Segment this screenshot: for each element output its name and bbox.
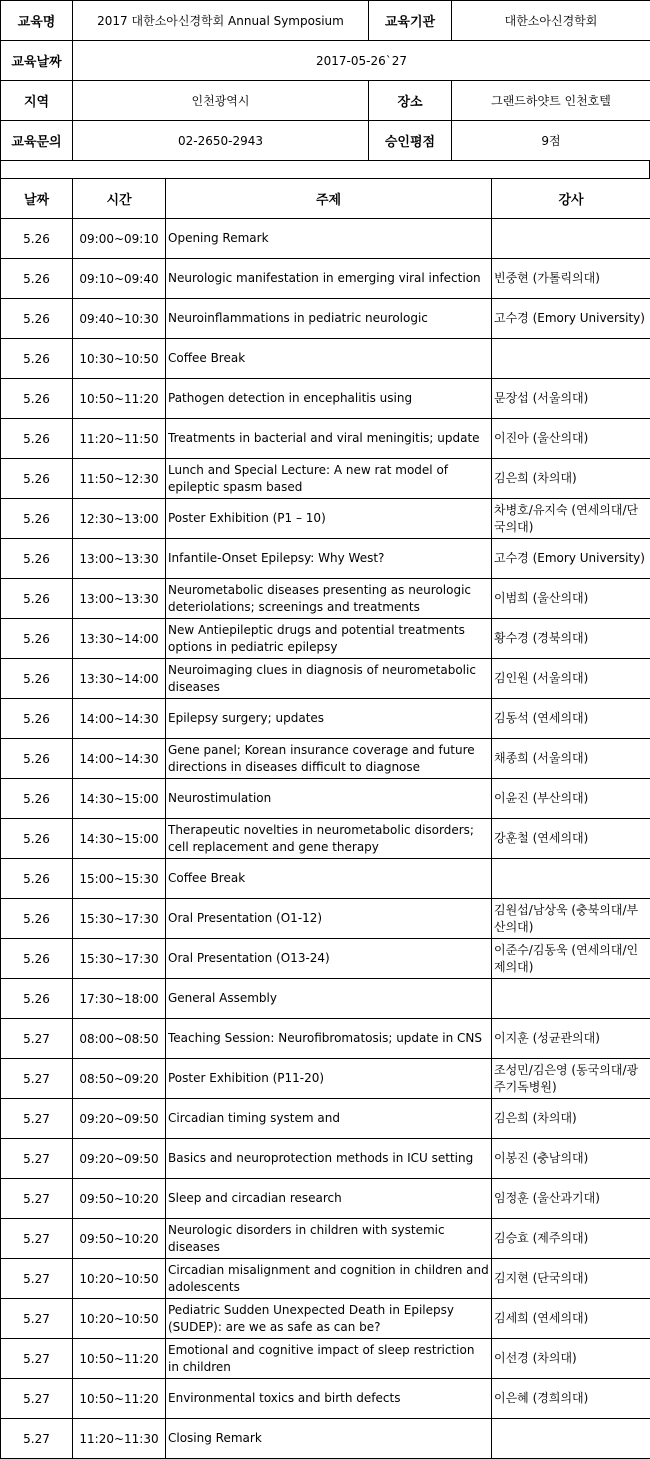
row-speaker: 이은혜 (경희의대) — [492, 1379, 650, 1419]
row-date: 5.26 — [1, 779, 73, 819]
table-row — [1, 659, 650, 699]
row-time: 15:30~17:30 — [73, 939, 166, 979]
table-row — [1, 819, 650, 859]
table-row — [1, 619, 650, 659]
row-topic: Opening Remark — [166, 219, 492, 259]
row-date: 5.27 — [1, 1059, 73, 1099]
row-topic: Pediatric Sudden Unexpected Death in Epilepsy (SUDEP): are we as safe as can be? — [166, 1299, 492, 1339]
row-speaker: 김승효 (제주의대) — [492, 1219, 650, 1259]
row-date: 5.27 — [1, 1379, 73, 1419]
place-value: 그랜드하얏트 인천호텔 — [452, 81, 650, 121]
contact-label: 교육문의 — [1, 121, 73, 161]
row-speaker: 김원섭/남상욱 (충북의대/부산의대) — [492, 899, 650, 939]
row-date: 5.26 — [1, 739, 73, 779]
row-time: 11:20~11:50 — [73, 419, 166, 459]
row-time: 14:00~14:30 — [73, 699, 166, 739]
table-row — [1, 1219, 650, 1259]
table-row — [1, 1099, 650, 1139]
table-row — [1, 579, 650, 619]
row-speaker: 이지훈 (성균관의대) — [492, 1019, 650, 1059]
row-date: 5.27 — [1, 1419, 73, 1459]
row-speaker: 고수경 (Emory University) — [492, 299, 650, 339]
table-row — [1, 219, 650, 259]
row-date: 5.27 — [1, 1339, 73, 1379]
row-speaker: 이준수/김동욱 (연세의대/인제의대) — [492, 939, 650, 979]
row-time: 09:50~10:20 — [73, 1219, 166, 1259]
row-speaker: 김세희 (연세의대) — [492, 1299, 650, 1339]
table-row — [1, 739, 650, 779]
info-row-name — [1, 1, 650, 41]
row-speaker: 채종희 (서울의대) — [492, 739, 650, 779]
row-time: 13:00~13:30 — [73, 539, 166, 579]
row-date: 5.27 — [1, 1259, 73, 1299]
row-date: 5.27 — [1, 1019, 73, 1059]
row-time: 10:20~10:50 — [73, 1259, 166, 1299]
row-topic: Basics and neuroprotection methods in ICU setting — [166, 1139, 492, 1179]
row-topic: Poster Exhibition (P11-20) — [166, 1059, 492, 1099]
row-time: 08:50~09:20 — [73, 1059, 166, 1099]
row-topic: Circadian misalignment and cognition in children and adolescents — [166, 1259, 492, 1299]
row-date: 5.26 — [1, 459, 73, 499]
row-topic: Infantile-Onset Epilepsy: Why West? — [166, 539, 492, 579]
table-row — [1, 1379, 650, 1419]
table-row — [1, 979, 650, 1019]
row-time: 10:50~11:20 — [73, 1379, 166, 1419]
row-time: 11:20~11:30 — [73, 1419, 166, 1459]
row-topic: Coffee Break — [166, 339, 492, 379]
score-label: 승인평점 — [369, 121, 452, 161]
table-row — [1, 419, 650, 459]
info-row-region — [1, 81, 650, 121]
row-speaker: 김은희 (차의대) — [492, 1099, 650, 1139]
row-topic: Sleep and circadian research — [166, 1179, 492, 1219]
row-date: 5.27 — [1, 1219, 73, 1259]
row-time: 10:50~11:20 — [73, 1339, 166, 1379]
row-speaker — [492, 859, 650, 899]
table-row — [1, 259, 650, 299]
table-row — [1, 1139, 650, 1179]
row-time: 17:30~18:00 — [73, 979, 166, 1019]
table-row — [1, 459, 650, 499]
row-topic: Therapeutic novelties in neurometabolic disorders; cell replacement and gene therapy — [166, 819, 492, 859]
table-row — [1, 779, 650, 819]
row-speaker: 빈중현 (가톨릭의대) — [492, 259, 650, 299]
schedule-table — [0, 178, 650, 1459]
row-date: 5.26 — [1, 379, 73, 419]
header-time: 시간 — [73, 179, 166, 219]
row-topic: Closing Remark — [166, 1419, 492, 1459]
row-time: 09:50~10:20 — [73, 1179, 166, 1219]
row-speaker: 김은희 (차의대) — [492, 459, 650, 499]
table-row — [1, 499, 650, 539]
row-time: 14:30~15:00 — [73, 819, 166, 859]
row-topic: Neuroinflammations in pediatric neurologic — [166, 299, 492, 339]
row-time: 14:30~15:00 — [73, 779, 166, 819]
row-date: 5.26 — [1, 419, 73, 459]
row-date: 5.26 — [1, 819, 73, 859]
header-topic: 주제 — [166, 179, 492, 219]
row-date: 5.27 — [1, 1099, 73, 1139]
table-spacer — [0, 161, 650, 178]
row-time: 15:30~17:30 — [73, 899, 166, 939]
row-time: 13:00~13:30 — [73, 579, 166, 619]
row-topic: Neurometabolic diseases presenting as neurologic deteriolations; screenings and treatments — [166, 579, 492, 619]
row-time: 10:30~10:50 — [73, 339, 166, 379]
table-row — [1, 379, 650, 419]
row-time: 09:10~09:40 — [73, 259, 166, 299]
region-value: 인천광역시 — [73, 81, 369, 121]
header-speaker: 강사 — [492, 179, 650, 219]
row-topic: Neuroimaging clues in diagnosis of neurometabolic diseases — [166, 659, 492, 699]
row-speaker — [492, 979, 650, 1019]
row-speaker: 이진아 (울산의대) — [492, 419, 650, 459]
row-topic: Lunch and Special Lecture: A new rat model of epileptic spasm based — [166, 459, 492, 499]
row-speaker — [492, 1419, 650, 1459]
info-row-contact — [1, 121, 650, 161]
table-row — [1, 1299, 650, 1339]
row-speaker: 김인원 (서울의대) — [492, 659, 650, 699]
row-date: 5.26 — [1, 579, 73, 619]
row-date: 5.26 — [1, 899, 73, 939]
row-time: 13:30~14:00 — [73, 659, 166, 699]
row-topic: New Antiepileptic drugs and potential treatments options in pediatric epilepsy — [166, 619, 492, 659]
row-speaker: 강훈철 (연세의대) — [492, 819, 650, 859]
row-topic: Oral Presentation (O1-12) — [166, 899, 492, 939]
course-name-value: 2017 대한소아신경학회 Annual Symposium — [73, 1, 369, 41]
table-row — [1, 539, 650, 579]
row-topic: Pathogen detection in encephalitis using — [166, 379, 492, 419]
row-topic: Circadian timing system and — [166, 1099, 492, 1139]
row-time: 12:30~13:00 — [73, 499, 166, 539]
row-time: 09:20~09:50 — [73, 1099, 166, 1139]
row-topic: Coffee Break — [166, 859, 492, 899]
table-row — [1, 1059, 650, 1099]
course-date-label: 교육날짜 — [1, 41, 73, 81]
course-name-label: 교육명 — [1, 1, 73, 41]
table-row — [1, 299, 650, 339]
table-row — [1, 699, 650, 739]
contact-value: 02-2650-2943 — [73, 121, 369, 161]
course-date-value: 2017-05-26`27 — [73, 41, 650, 81]
table-row — [1, 939, 650, 979]
row-time: 13:30~14:00 — [73, 619, 166, 659]
row-speaker: 조성민/김은영 (동국의대/광주기독병원) — [492, 1059, 650, 1099]
course-org-label: 교육기관 — [369, 1, 452, 41]
row-speaker: 임정훈 (울산과기대) — [492, 1179, 650, 1219]
row-topic: Neurostimulation — [166, 779, 492, 819]
table-row — [1, 859, 650, 899]
row-time: 15:00~15:30 — [73, 859, 166, 899]
table-row — [1, 1179, 650, 1219]
row-speaker: 차병호/유지숙 (연세의대/단국의대) — [492, 499, 650, 539]
row-topic: General Assembly — [166, 979, 492, 1019]
schedule-body — [1, 219, 650, 1459]
row-date: 5.26 — [1, 219, 73, 259]
row-time: 10:20~10:50 — [73, 1299, 166, 1339]
row-date: 5.26 — [1, 499, 73, 539]
row-topic: Oral Presentation (O13-24) — [166, 939, 492, 979]
row-time: 09:40~10:30 — [73, 299, 166, 339]
row-topic: Treatments in bacterial and viral meningitis; update — [166, 419, 492, 459]
row-speaker: 이봉진 (충남의대) — [492, 1139, 650, 1179]
table-row — [1, 1019, 650, 1059]
row-time: 14:00~14:30 — [73, 739, 166, 779]
place-label: 장소 — [369, 81, 452, 121]
row-date: 5.26 — [1, 339, 73, 379]
row-time: 09:00~09:10 — [73, 219, 166, 259]
row-speaker: 문장섭 (서울의대) — [492, 379, 650, 419]
row-date: 5.26 — [1, 539, 73, 579]
row-time: 10:50~11:20 — [73, 379, 166, 419]
row-time: 11:50~12:30 — [73, 459, 166, 499]
schedule-header-row — [1, 179, 650, 219]
row-date: 5.26 — [1, 699, 73, 739]
row-date: 5.27 — [1, 1299, 73, 1339]
row-date: 5.26 — [1, 299, 73, 339]
row-speaker: 김동석 (연세의대) — [492, 699, 650, 739]
row-speaker: 이범희 (울산의대) — [492, 579, 650, 619]
row-date: 5.27 — [1, 1179, 73, 1219]
row-date: 5.27 — [1, 1139, 73, 1179]
row-topic: Epilepsy surgery; updates — [166, 699, 492, 739]
row-date: 5.26 — [1, 859, 73, 899]
course-info-table — [0, 0, 650, 161]
row-speaker: 김지현 (단국의대) — [492, 1259, 650, 1299]
table-row — [1, 1339, 650, 1379]
row-topic: Neurologic manifestation in emerging viral infection — [166, 259, 492, 299]
row-topic: Emotional and cognitive impact of sleep restriction in children — [166, 1339, 492, 1379]
table-row — [1, 899, 650, 939]
row-topic: Teaching Session: Neurofibromatosis; update in CNS — [166, 1019, 492, 1059]
table-row — [1, 1419, 650, 1459]
row-speaker: 황수경 (경북의대) — [492, 619, 650, 659]
row-speaker: 이윤진 (부산의대) — [492, 779, 650, 819]
table-row — [1, 1259, 650, 1299]
row-speaker — [492, 219, 650, 259]
row-speaker: 고수경 (Emory University) — [492, 539, 650, 579]
course-org-value: 대한소아신경학회 — [452, 1, 650, 41]
row-topic: Environmental toxics and birth defects — [166, 1379, 492, 1419]
table-row — [1, 339, 650, 379]
row-speaker — [492, 339, 650, 379]
row-topic: Poster Exhibition (P1 – 10) — [166, 499, 492, 539]
row-time: 08:00~08:50 — [73, 1019, 166, 1059]
row-date: 5.26 — [1, 939, 73, 979]
info-row-date — [1, 41, 650, 81]
row-date: 5.26 — [1, 619, 73, 659]
row-date: 5.26 — [1, 259, 73, 299]
row-speaker: 이선경 (차의대) — [492, 1339, 650, 1379]
score-value: 9점 — [452, 121, 650, 161]
row-topic: Gene panel; Korean insurance coverage and future directions in diseases difficult to diagnose — [166, 739, 492, 779]
row-date: 5.26 — [1, 979, 73, 1019]
row-topic: Neurologic disorders in children with systemic diseases — [166, 1219, 492, 1259]
region-label: 지역 — [1, 81, 73, 121]
row-time: 09:20~09:50 — [73, 1139, 166, 1179]
row-date: 5.26 — [1, 659, 73, 699]
header-date: 날짜 — [1, 179, 73, 219]
